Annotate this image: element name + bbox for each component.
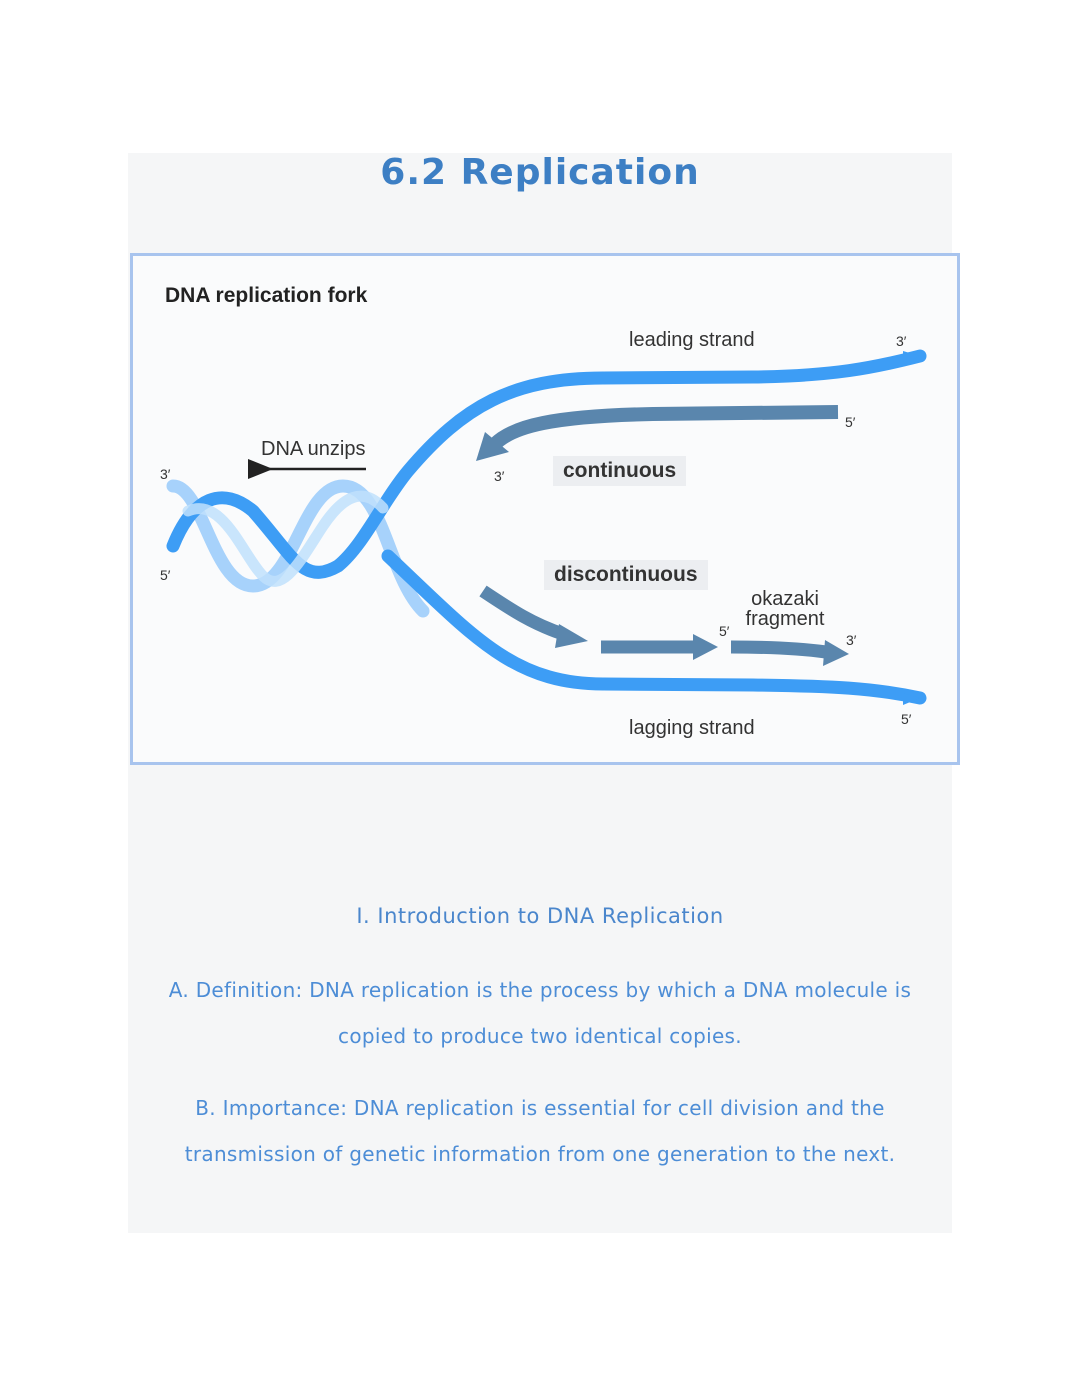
importance-paragraph: B. Importance: DNA replication is essential for cell division and the transmission of genetic information from one generation to the next. — [184, 1096, 896, 1166]
leading-parent-strand — [173, 356, 920, 572]
end-label-leading-new-start: 5′ — [845, 414, 856, 430]
lagging-strand-label: lagging strand — [629, 717, 755, 739]
okazaki-fragment-3 — [731, 647, 826, 652]
replication-fork-figure — [130, 253, 960, 765]
end-label-okazaki-end: 3′ — [846, 632, 857, 648]
discontinuous-label: discontinuous — [544, 560, 708, 590]
continuous-label: continuous — [553, 456, 686, 486]
leading-strand-label: leading strand — [629, 329, 755, 351]
definition-paragraph: A. Definition: DNA replication is the process by which a DNA molecule is copied to produce two identical copies. — [168, 978, 912, 1048]
dna-unzips-label: DNA unzips — [261, 438, 366, 460]
leading-new-strand-arrow — [495, 412, 838, 444]
end-label-bottom-right: 5′ — [901, 711, 912, 727]
okazaki-label-line-1: okazaki — [751, 588, 819, 610]
end-label-left-bottom: 5′ — [160, 567, 171, 583]
end-label-leading-new-end: 3′ — [494, 468, 505, 484]
end-label-okazaki-start: 5′ — [719, 623, 730, 639]
replication-fork-diagram — [133, 256, 957, 762]
page-title: 6.2 Replication — [380, 152, 700, 193]
end-label-left-top: 3′ — [160, 466, 171, 482]
okazaki-fragment-label — [745, 589, 825, 629]
okazaki-fragment-1 — [483, 591, 563, 634]
okazaki-label-line-2: fragment — [745, 608, 825, 630]
end-label-top-right: 3′ — [896, 333, 907, 349]
figure-title: DNA replication fork — [165, 284, 368, 307]
section-heading: I. Introduction to DNA Replication — [356, 904, 724, 928]
